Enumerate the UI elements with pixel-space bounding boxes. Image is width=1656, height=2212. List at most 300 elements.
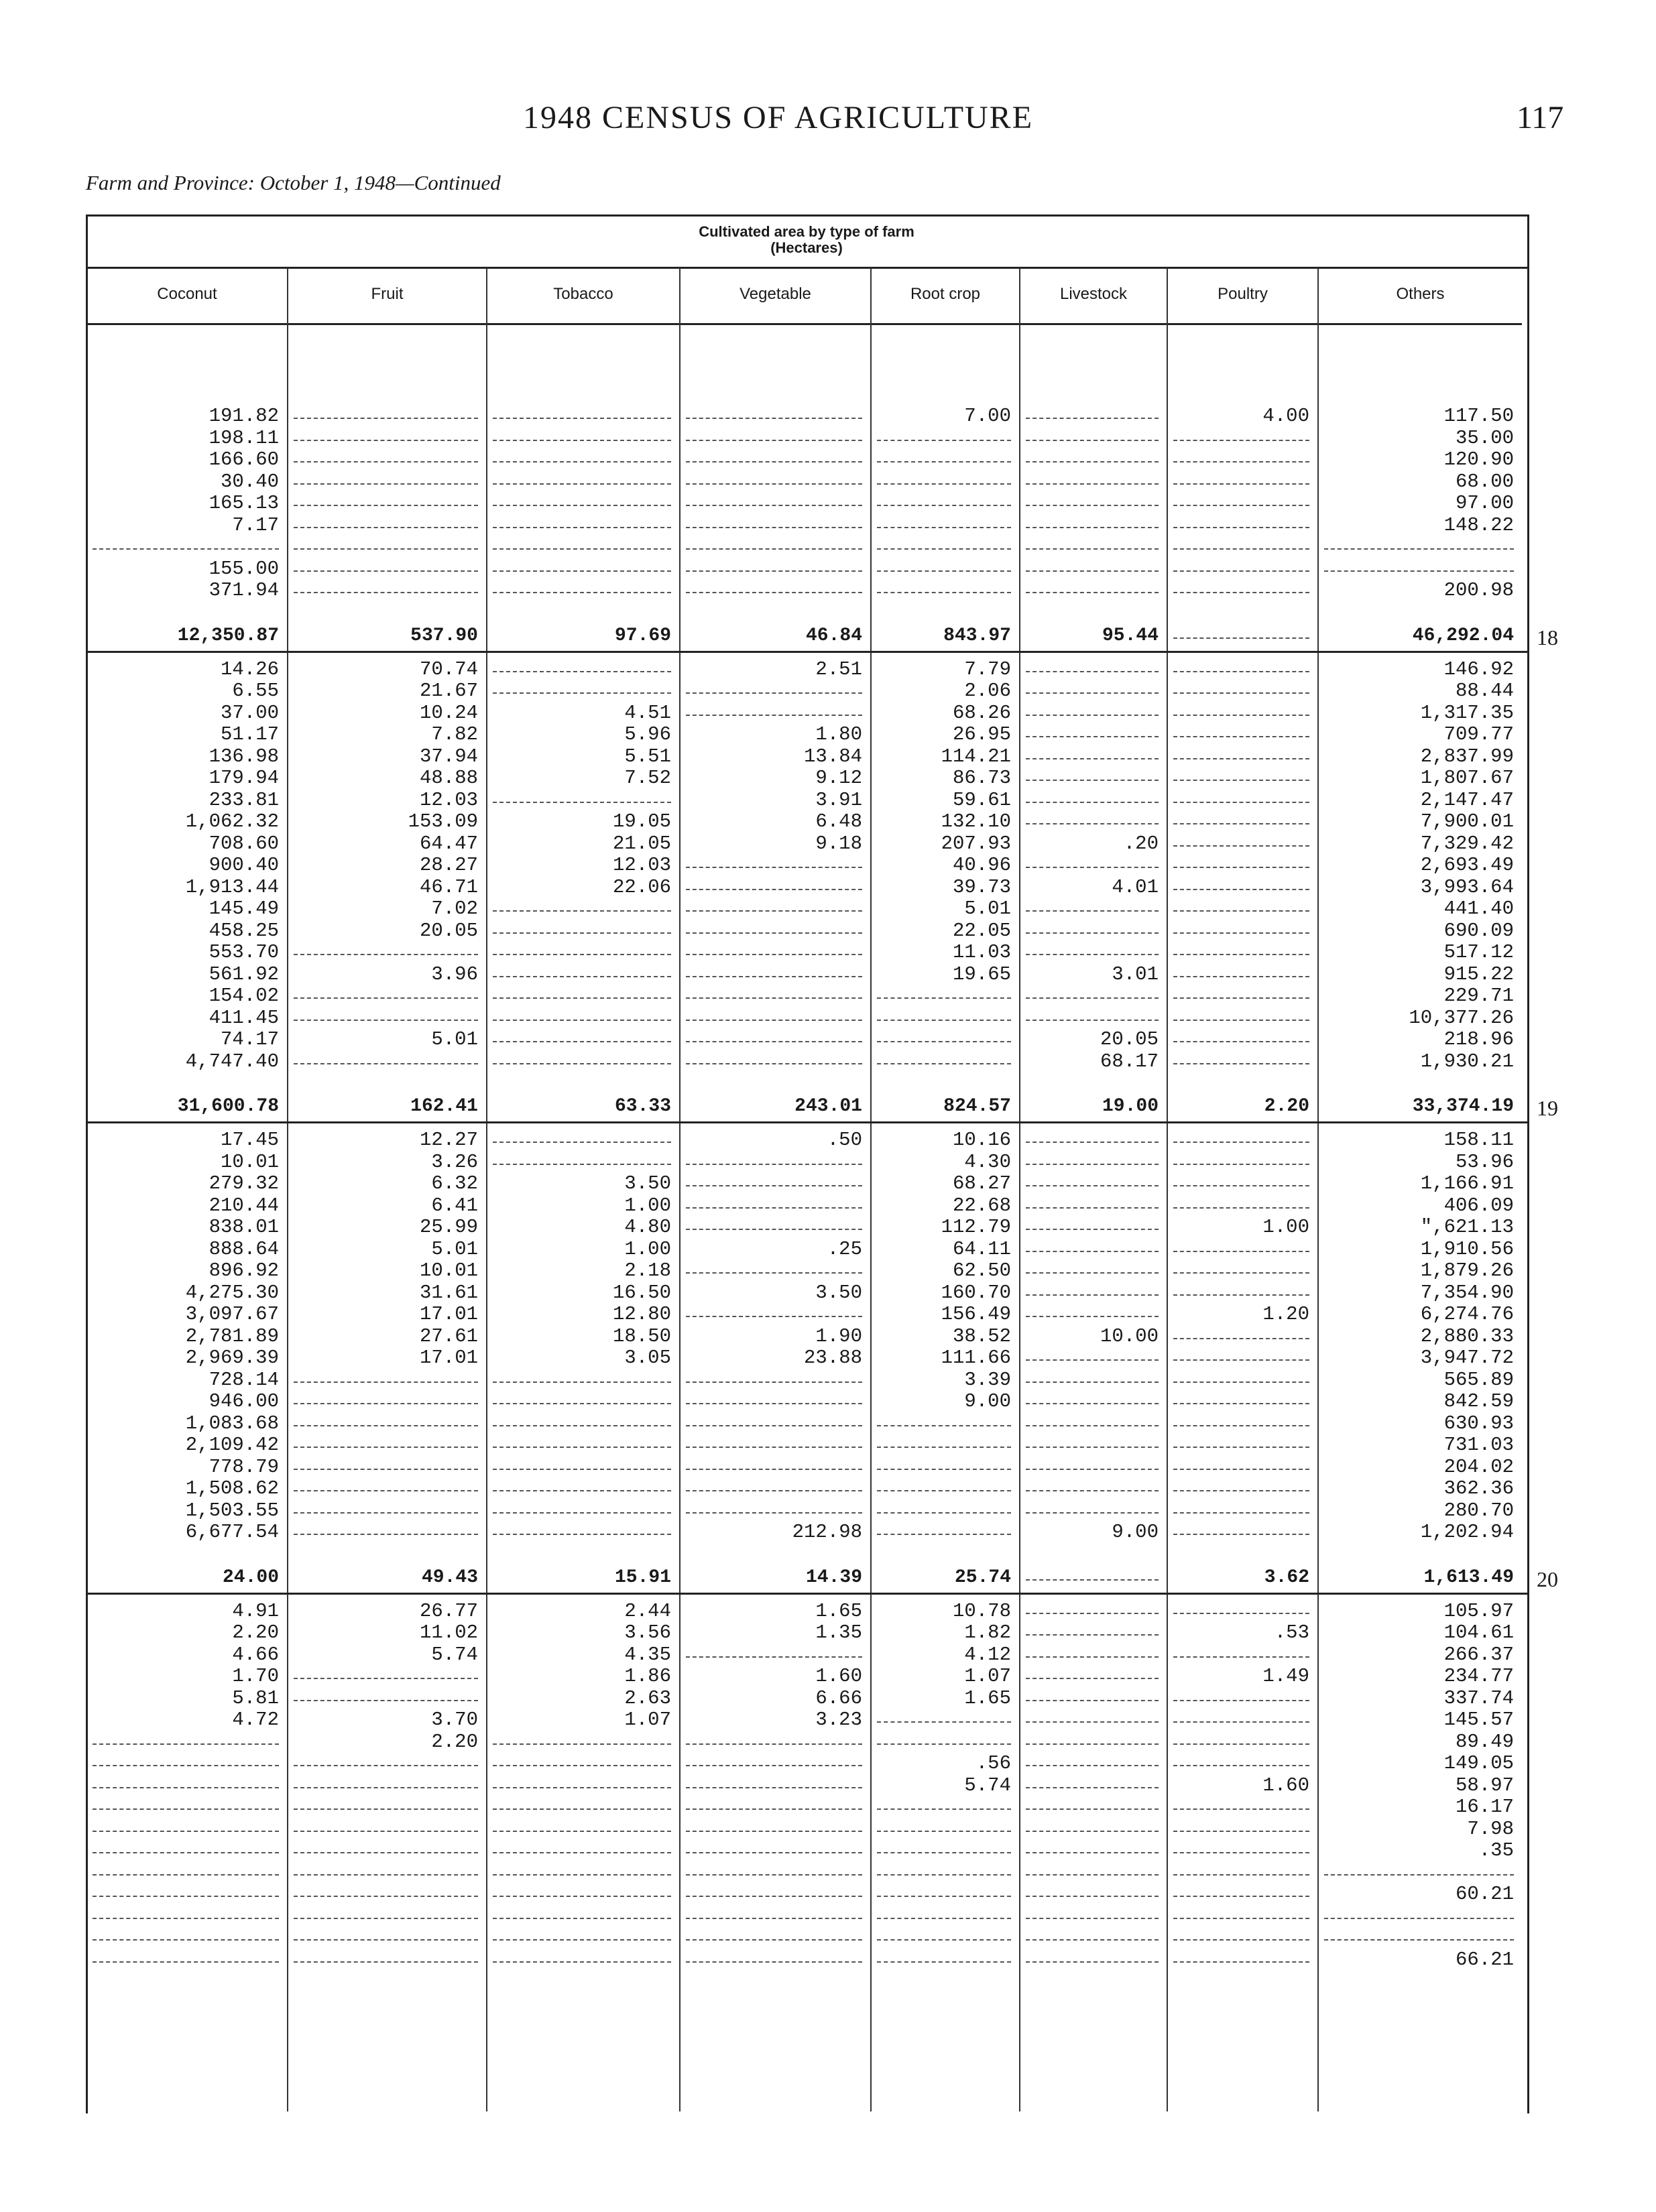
- cell-vegetable: 9.12: [815, 767, 862, 789]
- empty-leader-poultry: [1173, 1260, 1309, 1274]
- empty-leader-fruit: [294, 428, 478, 441]
- cell-coconut: 191.82: [209, 405, 279, 427]
- cell-coconut: 2.20: [232, 1621, 279, 1644]
- cell-root-crop: 2.06: [964, 680, 1011, 702]
- table-row: [0, 1796, 1656, 1818]
- empty-leader-livestock: [1026, 985, 1159, 999]
- empty-leader-fruit: [294, 493, 478, 506]
- cell-others: 204.02: [1443, 1456, 1514, 1478]
- empty-leader-root-crop: [877, 428, 1011, 441]
- empty-leader-livestock: [1026, 1434, 1159, 1448]
- empty-leader-fruit: [294, 942, 478, 955]
- empty-leader-fruit: [294, 1862, 478, 1876]
- empty-leader-root-crop: [877, 1862, 1011, 1876]
- empty-leader-tobacco: [493, 1796, 671, 1810]
- empty-leader-poultry: [1173, 1369, 1309, 1383]
- table-row: [0, 1007, 1656, 1029]
- cell-fruit: 17.01: [419, 1303, 478, 1325]
- cell-others: 58.97: [1455, 1774, 1514, 1796]
- cell-fruit: 48.88: [419, 767, 478, 789]
- empty-leader-livestock: [1026, 1369, 1159, 1383]
- empty-leader-others: [1324, 558, 1514, 572]
- cell-coconut: 165.13: [209, 492, 279, 514]
- cell-fruit: 11.02: [419, 1621, 478, 1644]
- cell-tobacco: 1.00: [624, 1194, 671, 1217]
- empty-leader-vegetable: [686, 1819, 862, 1832]
- empty-leader-livestock: [1026, 1840, 1159, 1853]
- cell-others: ",621.13: [1420, 1216, 1514, 1238]
- cell-livestock: 10.00: [1100, 1325, 1159, 1347]
- empty-leader-livestock: [1026, 1884, 1159, 1897]
- empty-leader-livestock: [1026, 428, 1159, 441]
- cell-coconut: 6.55: [232, 680, 279, 702]
- table-row: [0, 1644, 1656, 1666]
- empty-leader-root-crop: [877, 1051, 1011, 1064]
- empty-leader-vegetable: [686, 1840, 862, 1853]
- cell-coconut: 1,503.55: [185, 1499, 279, 1522]
- cell-coconut: 896.92: [209, 1259, 279, 1282]
- empty-leader-tobacco: [493, 406, 671, 419]
- empty-leader-vegetable: [686, 1195, 862, 1209]
- empty-leader-root-crop: [877, 1927, 1011, 1941]
- cell-root-crop: 40.96: [952, 854, 1011, 876]
- cell-root-crop: 9.00: [964, 1390, 1011, 1412]
- cell-fruit: 153.09: [408, 810, 478, 833]
- empty-leader-tobacco: [493, 1949, 671, 1963]
- empty-leader-coconut: [93, 536, 279, 550]
- empty-leader-livestock: [1026, 1819, 1159, 1832]
- empty-leader-fruit: [294, 1007, 478, 1021]
- table-row: [0, 471, 1656, 493]
- empty-leader-livestock: [1026, 855, 1159, 868]
- cell-root-crop: 68.26: [952, 702, 1011, 724]
- empty-leader-livestock: [1026, 1666, 1159, 1679]
- cell-others: 1,879.26: [1420, 1259, 1514, 1282]
- cell-root-crop: 25.74: [954, 1567, 1011, 1588]
- empty-leader-poultry: [1173, 1129, 1309, 1143]
- cell-root-crop: 59.61: [952, 789, 1011, 811]
- cell-fruit: 10.01: [419, 1259, 478, 1282]
- table-row: [0, 406, 1656, 427]
- empty-leader-livestock: [1026, 1601, 1159, 1614]
- cell-coconut: 31,600.78: [177, 1096, 279, 1117]
- empty-leader-coconut: [93, 1753, 279, 1766]
- cell-others: 7,900.01: [1420, 810, 1514, 833]
- cell-others: 33,374.19: [1412, 1096, 1514, 1117]
- empty-leader-fruit: [294, 1796, 478, 1810]
- cell-root-crop: 7.79: [964, 658, 1011, 680]
- cell-root-crop: 22.68: [952, 1194, 1011, 1217]
- empty-leader-tobacco: [493, 536, 671, 550]
- empty-leader-livestock: [1026, 449, 1159, 463]
- cell-root-crop: 10.78: [952, 1600, 1011, 1622]
- empty-leader-fruit: [294, 1391, 478, 1404]
- cell-coconut: 179.94: [209, 767, 279, 789]
- empty-leader-livestock: [1026, 898, 1159, 912]
- empty-leader-poultry: [1173, 790, 1309, 803]
- cell-fruit: 12.27: [419, 1129, 478, 1151]
- table-row: [0, 1457, 1656, 1478]
- empty-leader-livestock: [1026, 1796, 1159, 1810]
- empty-leader-others: [1324, 1927, 1514, 1941]
- cell-tobacco: 1.07: [624, 1709, 671, 1731]
- cell-poultry: .53: [1274, 1621, 1309, 1644]
- cell-others: 117.50: [1443, 405, 1514, 427]
- table-row: [0, 1884, 1656, 1905]
- table-row: [0, 558, 1656, 580]
- cell-others: 565.89: [1443, 1369, 1514, 1391]
- cell-coconut: 4.91: [232, 1600, 279, 1622]
- empty-leader-vegetable: [686, 680, 862, 694]
- empty-leader-poultry: [1173, 1644, 1309, 1658]
- cell-root-crop: 39.73: [952, 876, 1011, 898]
- empty-leader-vegetable: [686, 1369, 862, 1383]
- table-row: [0, 1601, 1656, 1622]
- empty-leader-fruit: [294, 985, 478, 999]
- cell-others: 105.97: [1443, 1600, 1514, 1622]
- cell-coconut: 2,781.89: [185, 1325, 279, 1347]
- empty-leader-poultry: [1173, 580, 1309, 593]
- table-row: [0, 724, 1656, 745]
- empty-leader-poultry: [1173, 1819, 1309, 1832]
- empty-leader-poultry: [1173, 702, 1309, 716]
- cell-fruit: 537.90: [410, 625, 478, 646]
- cell-tobacco: 12.80: [612, 1303, 671, 1325]
- empty-leader-vegetable: [686, 1927, 862, 1941]
- empty-leader-root-crop: [877, 493, 1011, 506]
- empty-leader-livestock: [1026, 1457, 1159, 1470]
- cell-poultry: 1.60: [1262, 1774, 1309, 1796]
- cell-coconut: 1,913.44: [185, 876, 279, 898]
- cell-poultry: 3.62: [1264, 1567, 1309, 1588]
- empty-leader-vegetable: [686, 1434, 862, 1448]
- cell-coconut: 888.64: [209, 1238, 279, 1260]
- cell-others: 6,274.76: [1420, 1303, 1514, 1325]
- cell-poultry: 1.49: [1262, 1665, 1309, 1687]
- empty-leader-fruit: [294, 1500, 478, 1514]
- empty-leader-tobacco: [493, 1840, 671, 1853]
- cell-coconut: 838.01: [209, 1216, 279, 1238]
- cell-fruit: 37.94: [419, 745, 478, 767]
- cell-livestock: 19.00: [1102, 1096, 1159, 1117]
- cell-others: 234.77: [1443, 1665, 1514, 1687]
- group-separator-rule: [86, 1593, 1527, 1595]
- empty-leader-livestock: [1026, 790, 1159, 803]
- cell-vegetable: 23.88: [803, 1347, 862, 1369]
- empty-leader-poultry: [1173, 1927, 1309, 1941]
- cell-vegetable: 3.91: [815, 789, 862, 811]
- table-row: [0, 1840, 1656, 1861]
- cell-others: 88.44: [1455, 680, 1514, 702]
- empty-leader-tobacco: [493, 1029, 671, 1042]
- table-row: [0, 1369, 1656, 1391]
- cell-coconut: 2,109.42: [185, 1434, 279, 1456]
- table-row: [0, 1688, 1656, 1709]
- empty-leader-fruit: [294, 1688, 478, 1701]
- cell-vegetable: 1.60: [815, 1665, 862, 1687]
- empty-leader-poultry: [1173, 1457, 1309, 1470]
- empty-leader-poultry: [1173, 1862, 1309, 1876]
- cell-tobacco: 3.56: [624, 1621, 671, 1644]
- empty-leader-livestock: [1026, 1949, 1159, 1963]
- table-row: [0, 659, 1656, 680]
- empty-leader-root-crop: [877, 1906, 1011, 1919]
- empty-leader-poultry: [1173, 1391, 1309, 1404]
- empty-leader-root-crop: [877, 536, 1011, 550]
- empty-leader-fruit: [294, 1457, 478, 1470]
- empty-leader-tobacco: [493, 1152, 671, 1165]
- cell-coconut: 51.17: [220, 723, 279, 745]
- group-separator-rule: [86, 1121, 1527, 1123]
- empty-leader-vegetable: [686, 1391, 862, 1404]
- cell-vegetable: .50: [827, 1129, 862, 1151]
- empty-leader-poultry: [1173, 1434, 1309, 1448]
- cell-fruit: 7.82: [431, 723, 478, 745]
- cell-coconut: 553.70: [209, 941, 279, 963]
- empty-leader-livestock: [1026, 1173, 1159, 1186]
- table-row: [0, 680, 1656, 702]
- empty-leader-livestock: [1026, 659, 1159, 672]
- empty-leader-coconut: [93, 1731, 279, 1745]
- cell-root-crop: 156.49: [941, 1303, 1011, 1325]
- cell-coconut: 728.14: [209, 1369, 279, 1391]
- cell-root-crop: 19.65: [952, 963, 1011, 985]
- empty-leader-livestock: [1026, 1906, 1159, 1919]
- cell-fruit: 64.47: [419, 833, 478, 855]
- empty-leader-root-crop: [877, 1709, 1011, 1723]
- empty-leader-poultry: [1173, 746, 1309, 759]
- empty-leader-vegetable: [686, 1007, 862, 1021]
- cell-tobacco: 21.05: [612, 833, 671, 855]
- empty-leader-poultry: [1173, 493, 1309, 506]
- cell-others: 690.09: [1443, 920, 1514, 942]
- empty-leader-vegetable: [686, 1862, 862, 1876]
- cell-livestock: 95.44: [1102, 625, 1159, 646]
- empty-leader-root-crop: [877, 515, 1011, 528]
- empty-leader-poultry: [1173, 1500, 1309, 1514]
- empty-leader-tobacco: [493, 1522, 671, 1535]
- cell-root-crop: 64.11: [952, 1238, 1011, 1260]
- empty-leader-livestock: [1026, 1260, 1159, 1274]
- cell-others: 16.17: [1455, 1796, 1514, 1818]
- empty-leader-tobacco: [493, 558, 671, 572]
- empty-leader-poultry: [1173, 1522, 1309, 1535]
- table-row: [0, 1195, 1656, 1217]
- cell-tobacco: 16.50: [612, 1282, 671, 1304]
- cell-fruit: 3.70: [431, 1709, 478, 1731]
- empty-leader-poultry: [1173, 1347, 1309, 1361]
- empty-leader-poultry: [1173, 1239, 1309, 1252]
- cell-root-crop: 3.39: [964, 1369, 1011, 1391]
- table-row: [0, 1927, 1656, 1949]
- cell-root-crop: 160.70: [941, 1282, 1011, 1304]
- empty-leader-vegetable: [686, 1796, 862, 1810]
- cell-fruit: 28.27: [419, 854, 478, 876]
- cell-fruit: 46.71: [419, 876, 478, 898]
- empty-leader-fruit: [294, 1927, 478, 1941]
- empty-leader-livestock: [1026, 1152, 1159, 1165]
- cell-root-crop: 843.97: [943, 625, 1011, 646]
- cell-vegetable: 1.80: [815, 723, 862, 745]
- empty-leader-vegetable: [686, 702, 862, 716]
- table-row: [0, 767, 1656, 789]
- empty-leader-tobacco: [493, 1753, 671, 1766]
- empty-leader-vegetable: [686, 471, 862, 485]
- column-header-root-crop: Root crop: [910, 285, 981, 303]
- cell-vegetable: 13.84: [803, 745, 862, 767]
- cell-root-crop: 22.05: [952, 920, 1011, 942]
- table-row: [0, 1413, 1656, 1434]
- cell-poultry: 2.20: [1264, 1096, 1309, 1117]
- empty-leader-livestock: [1026, 1862, 1159, 1876]
- cell-coconut: 7.17: [232, 514, 279, 536]
- cell-fruit: 27.61: [419, 1325, 478, 1347]
- cell-coconut: 778.79: [209, 1456, 279, 1478]
- cell-others: 1,930.21: [1420, 1050, 1514, 1072]
- cell-coconut: 708.60: [209, 833, 279, 855]
- empty-leader-others: [1324, 536, 1514, 550]
- cell-tobacco: 2.63: [624, 1687, 671, 1709]
- cell-vegetable: .25: [827, 1238, 862, 1260]
- cell-coconut: 154.02: [209, 985, 279, 1007]
- cell-others: 842.59: [1443, 1390, 1514, 1412]
- cell-tobacco: 2.44: [624, 1600, 671, 1622]
- cell-others: 2,147.47: [1420, 789, 1514, 811]
- empty-leader-tobacco: [493, 1369, 671, 1383]
- column-header-livestock: Livestock: [1059, 285, 1128, 303]
- cell-others: 280.70: [1443, 1499, 1514, 1522]
- empty-leader-root-crop: [877, 558, 1011, 572]
- empty-leader-livestock: [1026, 1304, 1159, 1317]
- header-rule-bottom: [87, 323, 1522, 325]
- empty-leader-tobacco: [493, 1927, 671, 1941]
- table-row: [0, 811, 1656, 833]
- empty-leader-fruit: [294, 1478, 478, 1491]
- empty-leader-livestock: [1026, 493, 1159, 506]
- cell-coconut: 458.25: [209, 920, 279, 942]
- cell-livestock: 9.00: [1112, 1521, 1159, 1543]
- empty-leader-root-crop: [877, 1949, 1011, 1963]
- cell-fruit: 25.99: [419, 1216, 478, 1238]
- empty-leader-livestock: [1026, 580, 1159, 593]
- empty-leader-coconut: [93, 1906, 279, 1919]
- cell-coconut: 210.44: [209, 1194, 279, 1217]
- cell-fruit: 5.01: [431, 1028, 478, 1050]
- empty-leader-vegetable: [686, 406, 862, 419]
- table-super-title: [86, 224, 1527, 256]
- empty-leader-poultry: [1173, 1051, 1309, 1064]
- table-row: [0, 1173, 1656, 1194]
- empty-leader-livestock: [1026, 1709, 1159, 1723]
- cell-root-crop: 111.66: [941, 1347, 1011, 1369]
- empty-leader-livestock: [1026, 1007, 1159, 1021]
- empty-leader-livestock: [1026, 811, 1159, 824]
- empty-leader-livestock: [1026, 1413, 1159, 1426]
- empty-leader-vegetable: [686, 985, 862, 999]
- cell-tobacco: 19.05: [612, 810, 671, 833]
- empty-leader-vegetable: [686, 1173, 862, 1186]
- empty-leader-poultry: [1173, 680, 1309, 694]
- cell-coconut: 4,747.40: [185, 1050, 279, 1072]
- empty-leader-livestock: [1026, 515, 1159, 528]
- empty-leader-vegetable: [686, 1478, 862, 1491]
- cell-livestock: 3.01: [1112, 963, 1159, 985]
- cell-root-crop: 5.01: [964, 898, 1011, 920]
- empty-leader-tobacco: [493, 790, 671, 803]
- cell-others: 1,910.56: [1420, 1238, 1514, 1260]
- empty-leader-poultry: [1173, 428, 1309, 441]
- cell-others: 3,993.64: [1420, 876, 1514, 898]
- table-row: [0, 1862, 1656, 1884]
- empty-leader-livestock: [1026, 1688, 1159, 1701]
- empty-leader-livestock: [1026, 1731, 1159, 1745]
- table-row: [0, 1217, 1656, 1238]
- empty-leader-livestock: [1026, 767, 1159, 781]
- cell-vegetable: 1.90: [815, 1325, 862, 1347]
- cell-others: 709.77: [1443, 723, 1514, 745]
- empty-leader-root-crop: [877, 1007, 1011, 1021]
- empty-leader-tobacco: [493, 1906, 671, 1919]
- cell-vegetable: 243.01: [794, 1096, 862, 1117]
- cell-root-crop: 114.21: [941, 745, 1011, 767]
- empty-leader-poultry: [1173, 1029, 1309, 1042]
- empty-leader-poultry: [1173, 985, 1309, 999]
- cell-others: 7,329.42: [1420, 833, 1514, 855]
- empty-leader-poultry: [1173, 471, 1309, 485]
- empty-leader-vegetable: [686, 536, 862, 550]
- cell-others: 441.40: [1443, 898, 1514, 920]
- cell-others: 362.36: [1443, 1477, 1514, 1499]
- cell-others: 60.21: [1455, 1883, 1514, 1905]
- cell-others: 731.03: [1443, 1434, 1514, 1456]
- table-row: [0, 1949, 1656, 1971]
- cell-coconut: 561.92: [209, 963, 279, 985]
- empty-leader-vegetable: [686, 1644, 862, 1658]
- cell-coconut: 145.49: [209, 898, 279, 920]
- cell-coconut: 6,677.54: [185, 1521, 279, 1543]
- empty-leader-fruit: [294, 1949, 478, 1963]
- empty-leader-root-crop: [877, 1840, 1011, 1853]
- cell-others: 7.98: [1467, 1818, 1514, 1840]
- cell-coconut: 233.81: [209, 789, 279, 811]
- cell-others: 145.57: [1443, 1709, 1514, 1731]
- cell-livestock: 68.17: [1100, 1050, 1159, 1072]
- section-number: 18: [1537, 625, 1558, 650]
- cell-others: 158.11: [1443, 1129, 1514, 1151]
- cell-coconut: 4.66: [232, 1644, 279, 1666]
- empty-leader-livestock: [1026, 471, 1159, 485]
- table-row: [0, 1775, 1656, 1796]
- empty-leader-poultry: [1173, 724, 1309, 737]
- empty-leader-fruit: [294, 1413, 478, 1426]
- column-header-poultry: Poultry: [1218, 285, 1268, 303]
- cell-fruit: 12.03: [419, 789, 478, 811]
- cell-tobacco: 18.50: [612, 1325, 671, 1347]
- cell-others: 229.71: [1443, 985, 1514, 1007]
- empty-leader-livestock: [1026, 746, 1159, 759]
- table-row: [0, 1906, 1656, 1927]
- empty-leader-poultry: [1173, 1709, 1309, 1723]
- cell-vegetable: 1.35: [815, 1621, 862, 1644]
- cell-others: 1,317.35: [1420, 702, 1514, 724]
- empty-leader-fruit: [294, 1819, 478, 1832]
- page-number: 117: [1517, 100, 1564, 135]
- empty-leader-tobacco: [493, 1051, 671, 1064]
- empty-leader-vegetable: [686, 1152, 862, 1165]
- empty-leader-vegetable: [686, 1413, 862, 1426]
- empty-leader-tobacco: [493, 515, 671, 528]
- cell-root-crop: 7.00: [964, 405, 1011, 427]
